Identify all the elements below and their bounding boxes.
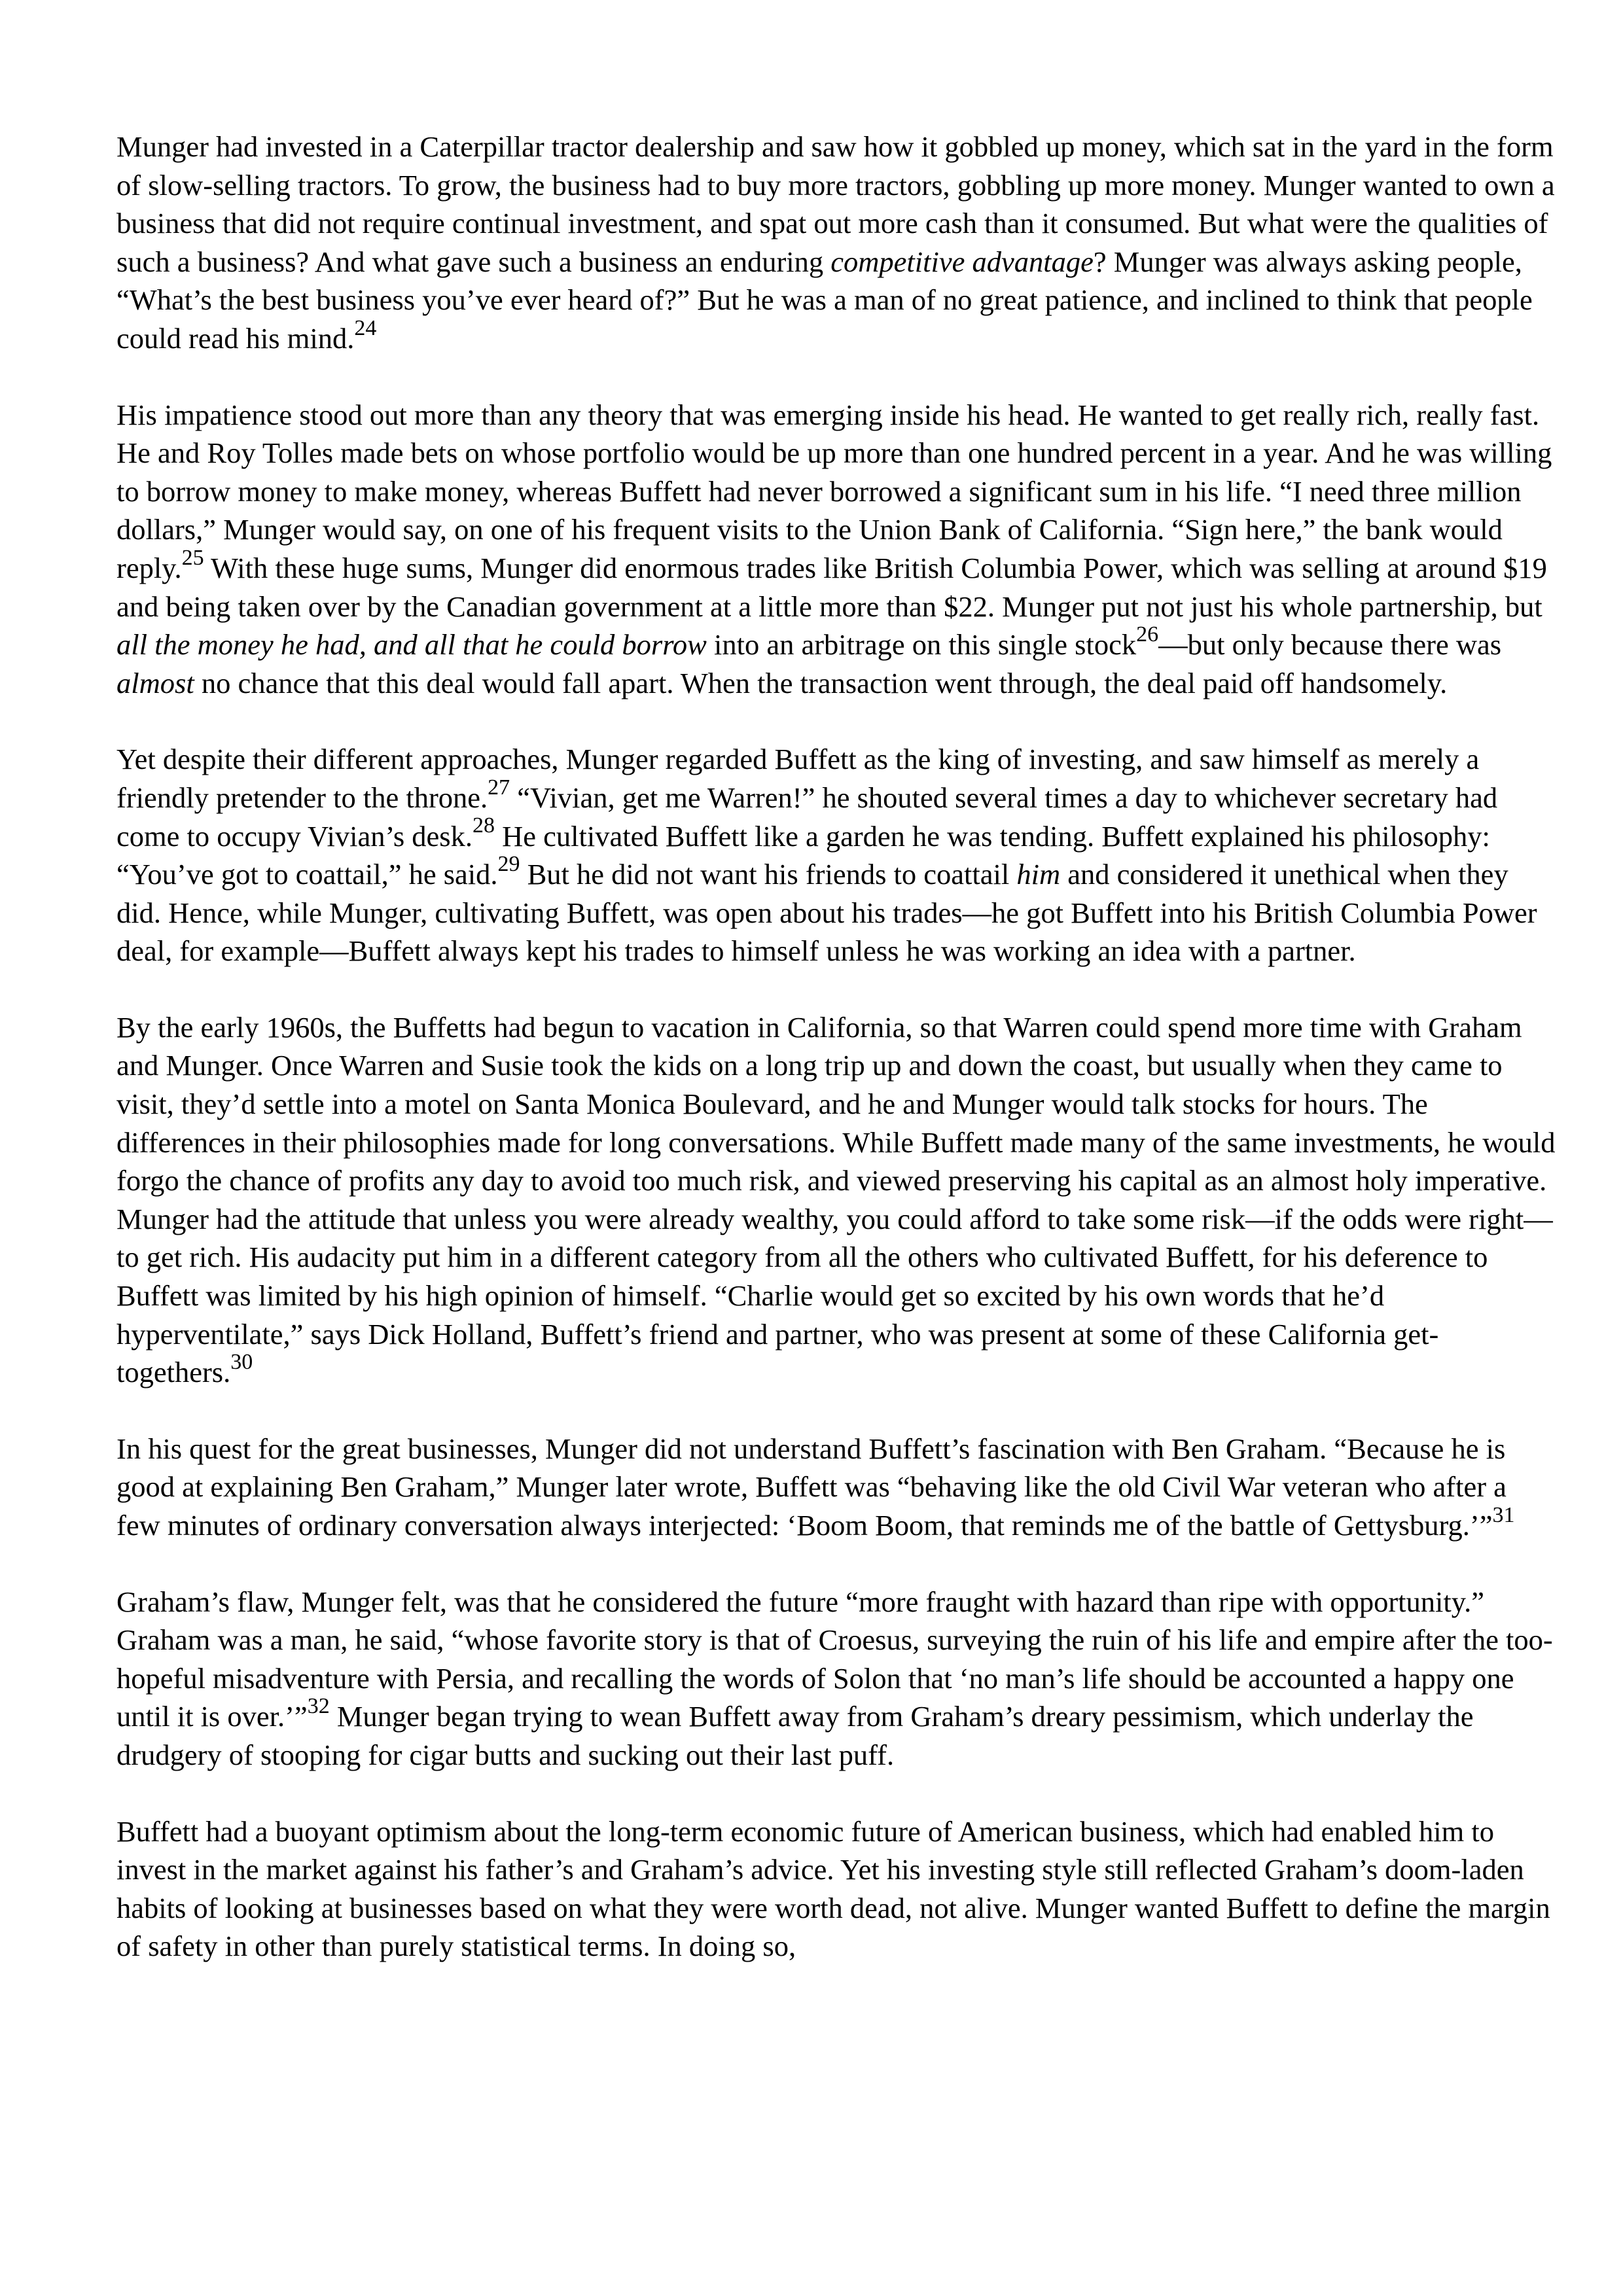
italic-text: all the money he had, and all that he could borrow	[116, 628, 707, 662]
footnote-marker: 28	[473, 813, 495, 838]
italic-text: almost	[116, 666, 194, 699]
text-run: Munger had invested in a Caterpillar tractor dealership and saw how it gobbled up money, which sat in the yard in the form of slow-selling tractors. To grow, the business had to buy more tractors, gobbling up more money. Munger wanted to own a business that did not require continual investment, and spat out more cash than it consumed. But what were the qualities of such a business? And what gave such a business an enduring	[116, 130, 1555, 278]
text-run: into an arbitrage on this single stock	[706, 628, 1137, 662]
text-run: In his quest for the great businesses, Munger did not understand Buffett’s fascination with Ben Graham. “Because he is good at explaining Ben Graham,” Munger later wrote, Buffett was “behaving like the old Civil War veteran who after a few minutes of ordinary conversation always interjected: ‘Boom Boom, that reminds me of the battle of Gettysburg.’”	[116, 1432, 1507, 1542]
text-run: no chance that this deal would fall apart. When the transaction went through, the deal paid off handsomely.	[194, 666, 1448, 699]
text-run: Graham’s flaw, Munger felt, was that he considered the future “more fraught with hazard than ripe with opportunity.” Graham was a man, he said, “whose favorite story is that of Croesus, surveying the ruin of his life and empire after the too-hopeful misadventure with Persia, and recalling the words of Solon that ‘no man’s life should be accounted a happy one until it is over.’”	[116, 1585, 1553, 1733]
italic-text: competitive advantage	[830, 245, 1094, 278]
text-run: “Vivian, get me Warren!” he shouted several times a day to whichever secretary had come to occupy Vivian’s desk.	[116, 781, 1498, 853]
footnote-marker: 31	[1492, 1502, 1515, 1527]
body-paragraph	[116, 1812, 1556, 1966]
text-run: But he did not want his friends to coattail	[520, 858, 1017, 891]
text-run: Buffett had a buoyant optimism about the long-term economic future of American business, which had enabled him to invest in the market against his father’s and Graham’s advice. Yet his investing style still reflected Graham’s doom-laden habits of looking at businesses based on what they were worth dead, not alive. Munger wanted Buffett to define the margin of safety in other than purely statistical terms. In doing so,	[116, 1814, 1550, 1963]
text-run: Yet despite their different approaches, Munger regarded Buffett as the king of investing, and saw himself as merely a friendly pretender to the throne.	[116, 743, 1480, 814]
text-run: By the early 1960s, the Buffetts had begun to vacation in California, so that Warren could spend more time with Graham and Munger. Once Warren and Susie took the kids on a long trip up and down the coast, but usually when they came to visit, they’d settle into a motel on Santa Monica Boulevard, and he and Munger would talk stocks for hours. The differences in their philosophies made for long conversations. While Buffett made many of the same investments, he would forgo the chance of profits any day to avoid too much risk, and viewed preserving his capital as an almost holy imperative. Munger had the attitude that unless you were already wealthy, you could afford to take some risk—if the odds were right—to get rich. His audacity put him in a different category from all the others who cultivated Buffett, for his deference to Buffett was limited by his high opinion of himself. “Charlie would get so excited by his own words that he’d hyperventilate,” says Dick Holland, Buffett’s friend and partner, who was present at some of these California get-togethers.	[116, 1010, 1556, 1389]
footnote-marker: 26	[1136, 622, 1159, 646]
text-run: Munger began trying to wean Buffett away from Graham’s dreary pessimism, which underlay the drudgery of stooping for cigar butts and sucking out their last puff.	[116, 1700, 1474, 1771]
footnote-marker: 24	[354, 315, 377, 340]
text-run: ? Munger was always asking people, “What’s the best business you’ve ever heard of?” But he was a man of no great patience, and inclined to think that people could read his mind.	[116, 245, 1533, 355]
text-run: His impatience stood out more than any theory that was emerging inside his head. He wanted to get really rich, really fast. He and Roy Tolles made bets on whose portfolio would be up more than one hundred percent in a year. And he was willing to borrow money to make money, whereas Buffett had never borrowed a significant sum in his life. “I need three million dollars,” Munger would say, on one of his frequent visits to the Union Bank of California. “Sign here,” the bank would reply.	[116, 398, 1552, 584]
body-paragraph	[116, 740, 1556, 970]
text-run: With these huge sums, Munger did enormous trades like British Columbia Power, which was selling at around $19 and being taken over by the Canadian government at a little more than $22. Munger put not just his whole partnership, but	[116, 551, 1547, 623]
footnote-marker: 27	[488, 775, 510, 800]
footnote-marker: 32	[307, 1693, 330, 1718]
body-paragraph	[116, 1008, 1556, 1392]
text-run: and considered it unethical when they did. Hence, while Munger, cultivating Buffett, was open about his trades—he got Buffett into his British Columbia Power deal, for example—Buffett always kept his trades to himself unless he was working an idea with a partner.	[116, 858, 1537, 968]
body-paragraph	[116, 128, 1556, 358]
text-run: He cultivated Buffett like a garden he was tending. Buffett explained his philosophy: “You’ve got to coattail,” he said.	[116, 819, 1490, 891]
document-page	[116, 128, 1556, 1966]
italic-text: him	[1016, 858, 1061, 891]
footnote-marker: 30	[230, 1349, 253, 1374]
footnote-marker: 25	[181, 545, 204, 570]
body-paragraph	[116, 1430, 1556, 1545]
body-paragraph	[116, 1583, 1556, 1775]
footnote-marker: 29	[497, 851, 520, 876]
body-paragraph	[116, 396, 1556, 703]
text-run: —but only because there was	[1158, 628, 1502, 662]
